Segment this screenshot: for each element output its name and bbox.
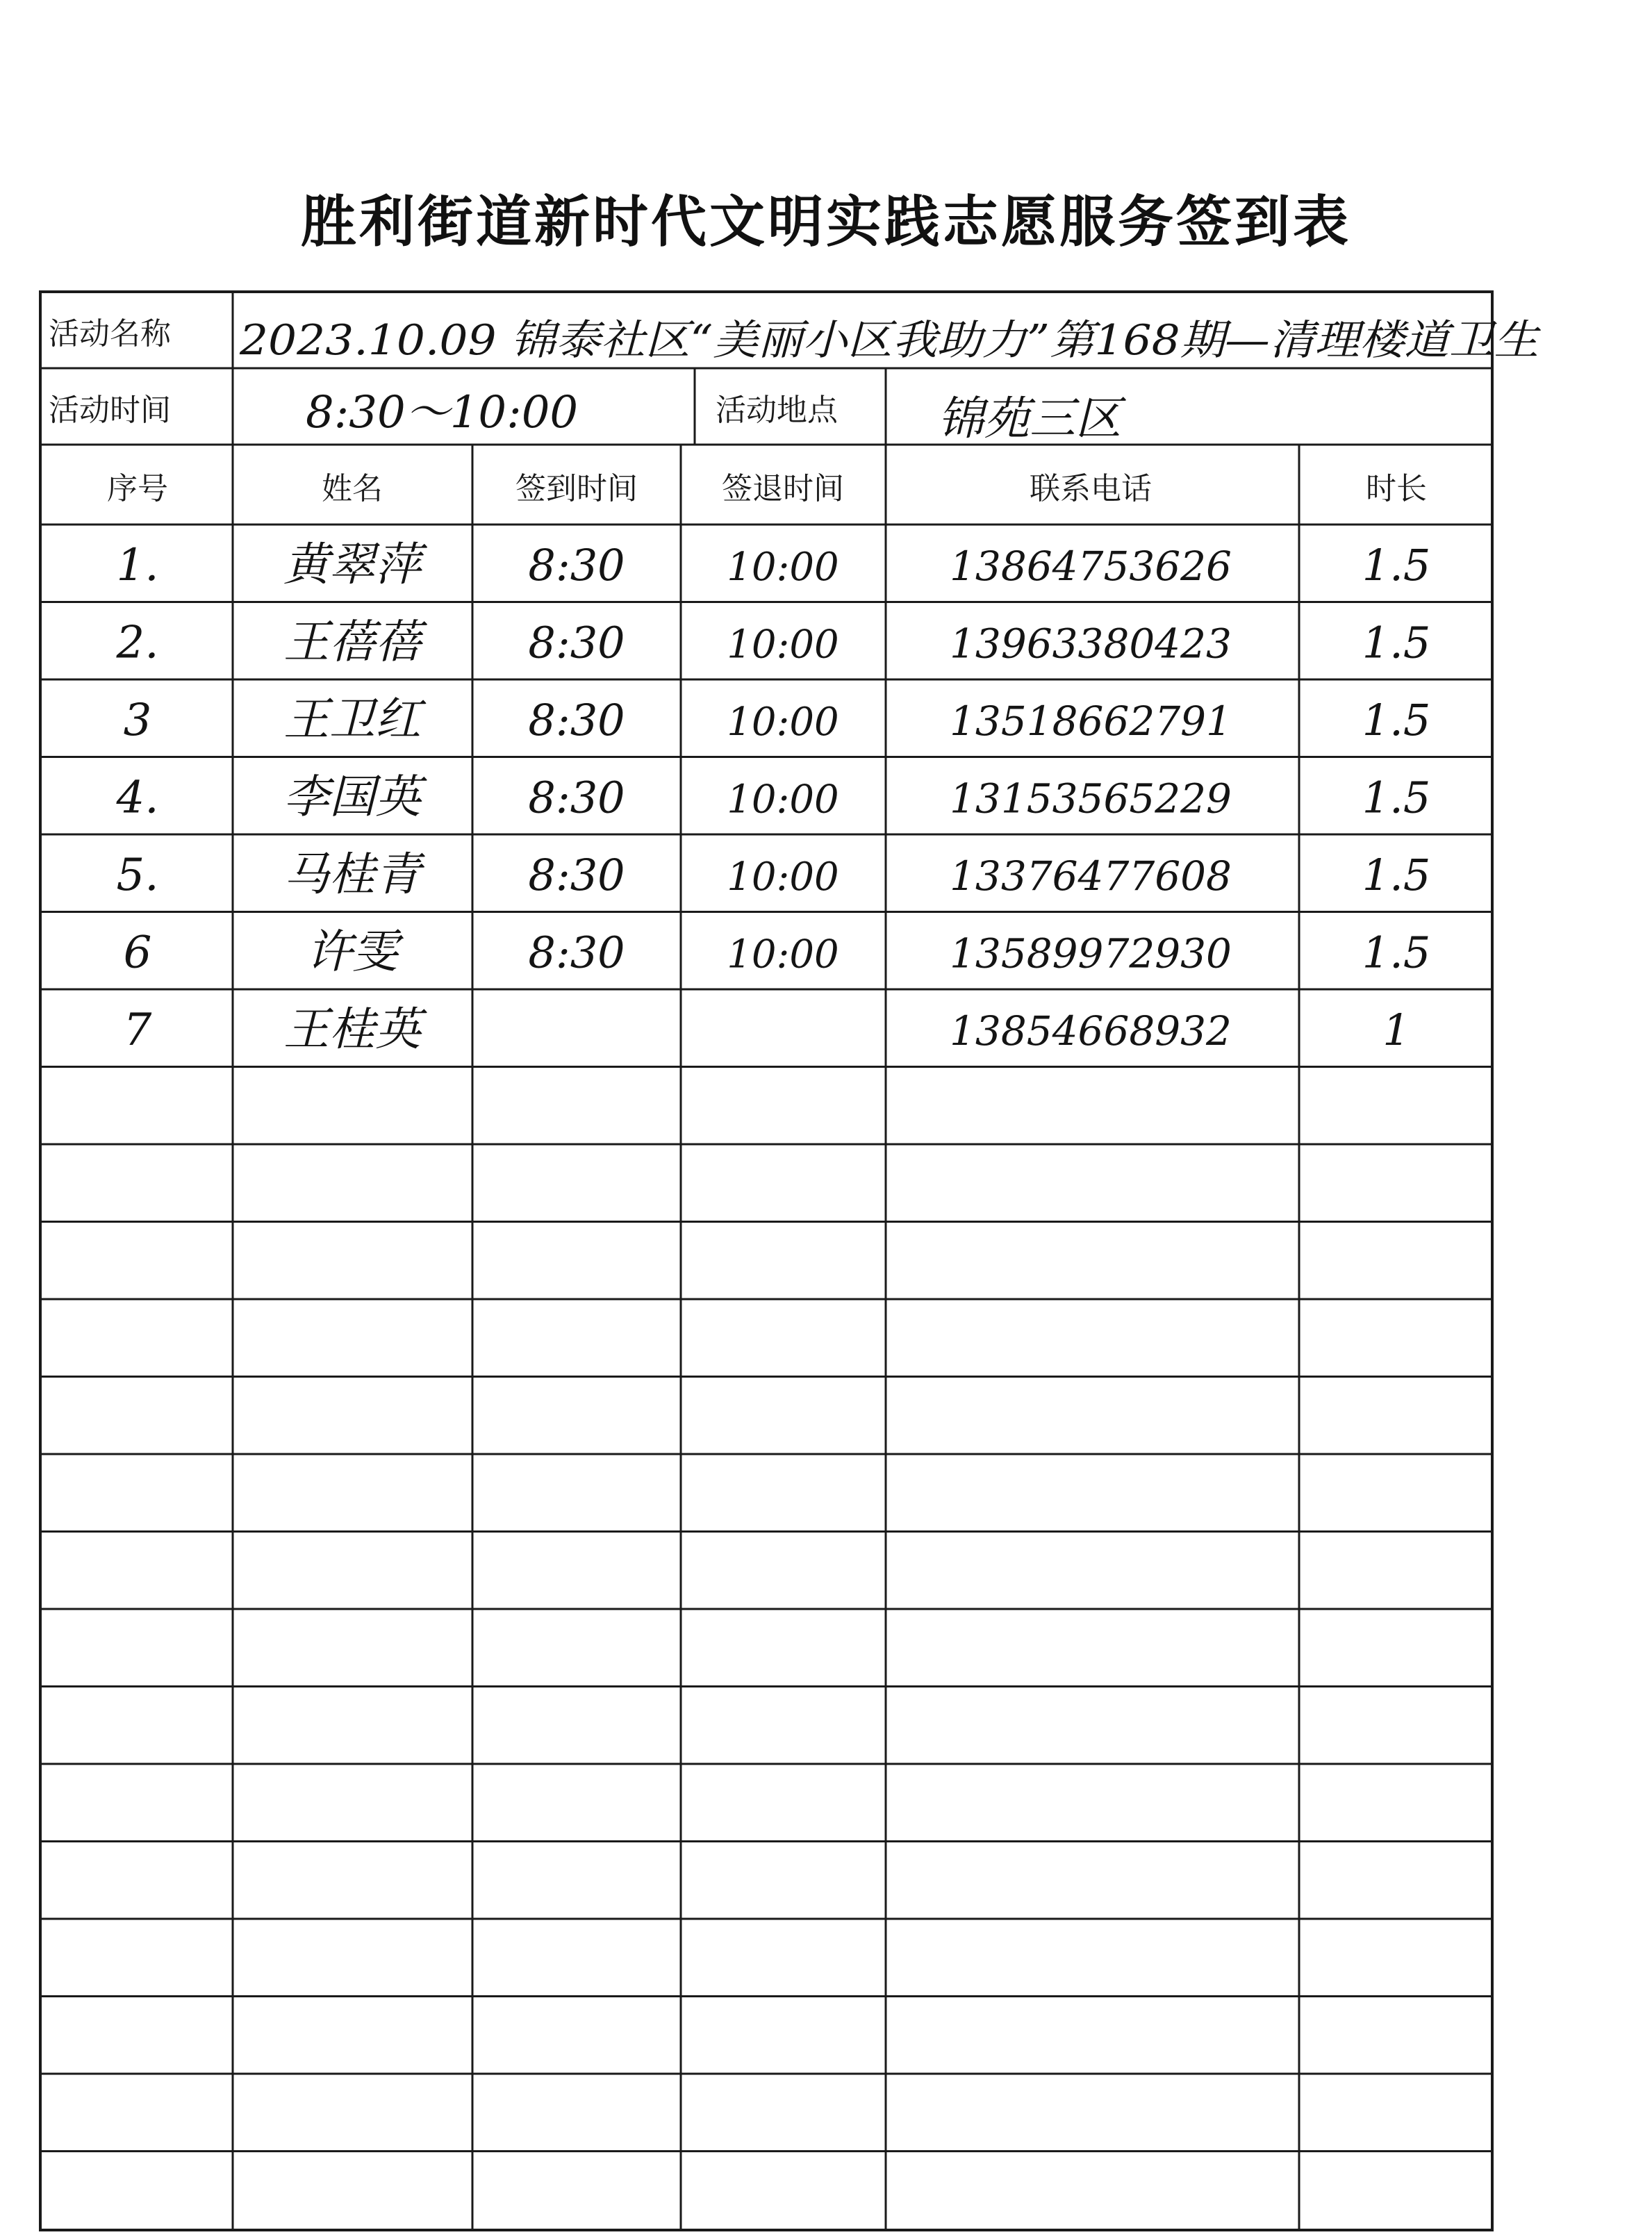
page-title: 胜利街道新时代文明实践志愿服务签到表 bbox=[301, 189, 1351, 254]
row-hours: 1.5 bbox=[1362, 772, 1431, 823]
column-header-no: 序号 bbox=[107, 471, 168, 506]
row-no: 7 bbox=[123, 1005, 152, 1056]
row-no: 4. bbox=[116, 772, 159, 824]
table-row bbox=[124, 925, 1431, 979]
table-body bbox=[115, 538, 1430, 1056]
row-sign-in: 8:30 bbox=[528, 927, 625, 978]
row-sign-out: 10:00 bbox=[727, 545, 839, 590]
row-sign-out: 10:00 bbox=[727, 700, 839, 745]
table-row bbox=[116, 538, 1430, 591]
row-phone: 13854668932 bbox=[950, 1007, 1232, 1055]
table-row bbox=[115, 616, 1430, 669]
row-no: 1. bbox=[116, 540, 159, 591]
row-name: 李国英 bbox=[283, 770, 421, 824]
row-sign-in: 8:30 bbox=[528, 617, 625, 668]
column-header-hours: 时长 bbox=[1366, 471, 1427, 506]
row-no: 3 bbox=[123, 695, 152, 746]
row-hours: 1.5 bbox=[1362, 850, 1431, 900]
table-row bbox=[116, 848, 1430, 901]
row-phone: 13963380423 bbox=[950, 620, 1232, 668]
row-sign-out: 10:00 bbox=[727, 855, 839, 900]
row-phone: 13589972930 bbox=[950, 930, 1232, 977]
table-row bbox=[115, 770, 1430, 824]
row-sign-in: 8:30 bbox=[528, 772, 625, 823]
row-hours: 1.5 bbox=[1362, 695, 1431, 745]
activity-time-label: 活动时间 bbox=[49, 393, 171, 428]
row-name: 王卫红 bbox=[283, 693, 421, 746]
activity-name-value: 2023.10.09 锦泰社区“美丽小区我助力”第168期—清理楼道卫生 bbox=[238, 316, 1542, 365]
row-hours: 1.5 bbox=[1362, 540, 1431, 591]
table-row bbox=[124, 693, 1431, 746]
row-sign-in: 8:30 bbox=[528, 850, 625, 900]
row-phone: 13153565229 bbox=[950, 775, 1232, 823]
activity-place-value: 锦苑三区 bbox=[938, 392, 1121, 445]
row-sign-out: 10:00 bbox=[727, 777, 839, 823]
column-header-sign-out: 签退时间 bbox=[722, 471, 844, 506]
column-header-phone: 联系电话 bbox=[1030, 471, 1152, 506]
row-phone: 13376477608 bbox=[950, 852, 1232, 900]
column-header-name: 姓名 bbox=[322, 471, 383, 506]
row-sign-out: 10:00 bbox=[727, 622, 839, 668]
row-name: 黄翠萍 bbox=[283, 538, 421, 591]
row-sign-in: 8:30 bbox=[528, 540, 625, 591]
activity-time-value: 8:30～10:00 bbox=[306, 387, 579, 438]
row-sign-in: 8:30 bbox=[528, 695, 625, 745]
row-name: 王桂英 bbox=[283, 1002, 421, 1056]
row-hours: 1.5 bbox=[1362, 927, 1431, 978]
row-hours: 1 bbox=[1382, 1005, 1410, 1055]
row-name: 许雯 bbox=[306, 925, 398, 979]
row-sign-out: 10:00 bbox=[727, 932, 839, 977]
column-header-sign-in: 签到时间 bbox=[515, 471, 638, 506]
table-row bbox=[124, 1002, 1410, 1056]
activity-place-label: 活动地点 bbox=[716, 393, 838, 428]
row-no: 5. bbox=[116, 850, 159, 901]
activity-name-label: 活动名称 bbox=[49, 316, 171, 352]
row-no: 6 bbox=[123, 927, 152, 979]
row-phone: 13518662791 bbox=[950, 697, 1232, 745]
row-name: 马桂青 bbox=[283, 848, 421, 901]
row-no: 2. bbox=[116, 617, 159, 669]
row-hours: 1.5 bbox=[1362, 617, 1431, 668]
row-phone: 13864753626 bbox=[950, 543, 1232, 590]
row-name: 王蓓蓓 bbox=[283, 615, 421, 669]
